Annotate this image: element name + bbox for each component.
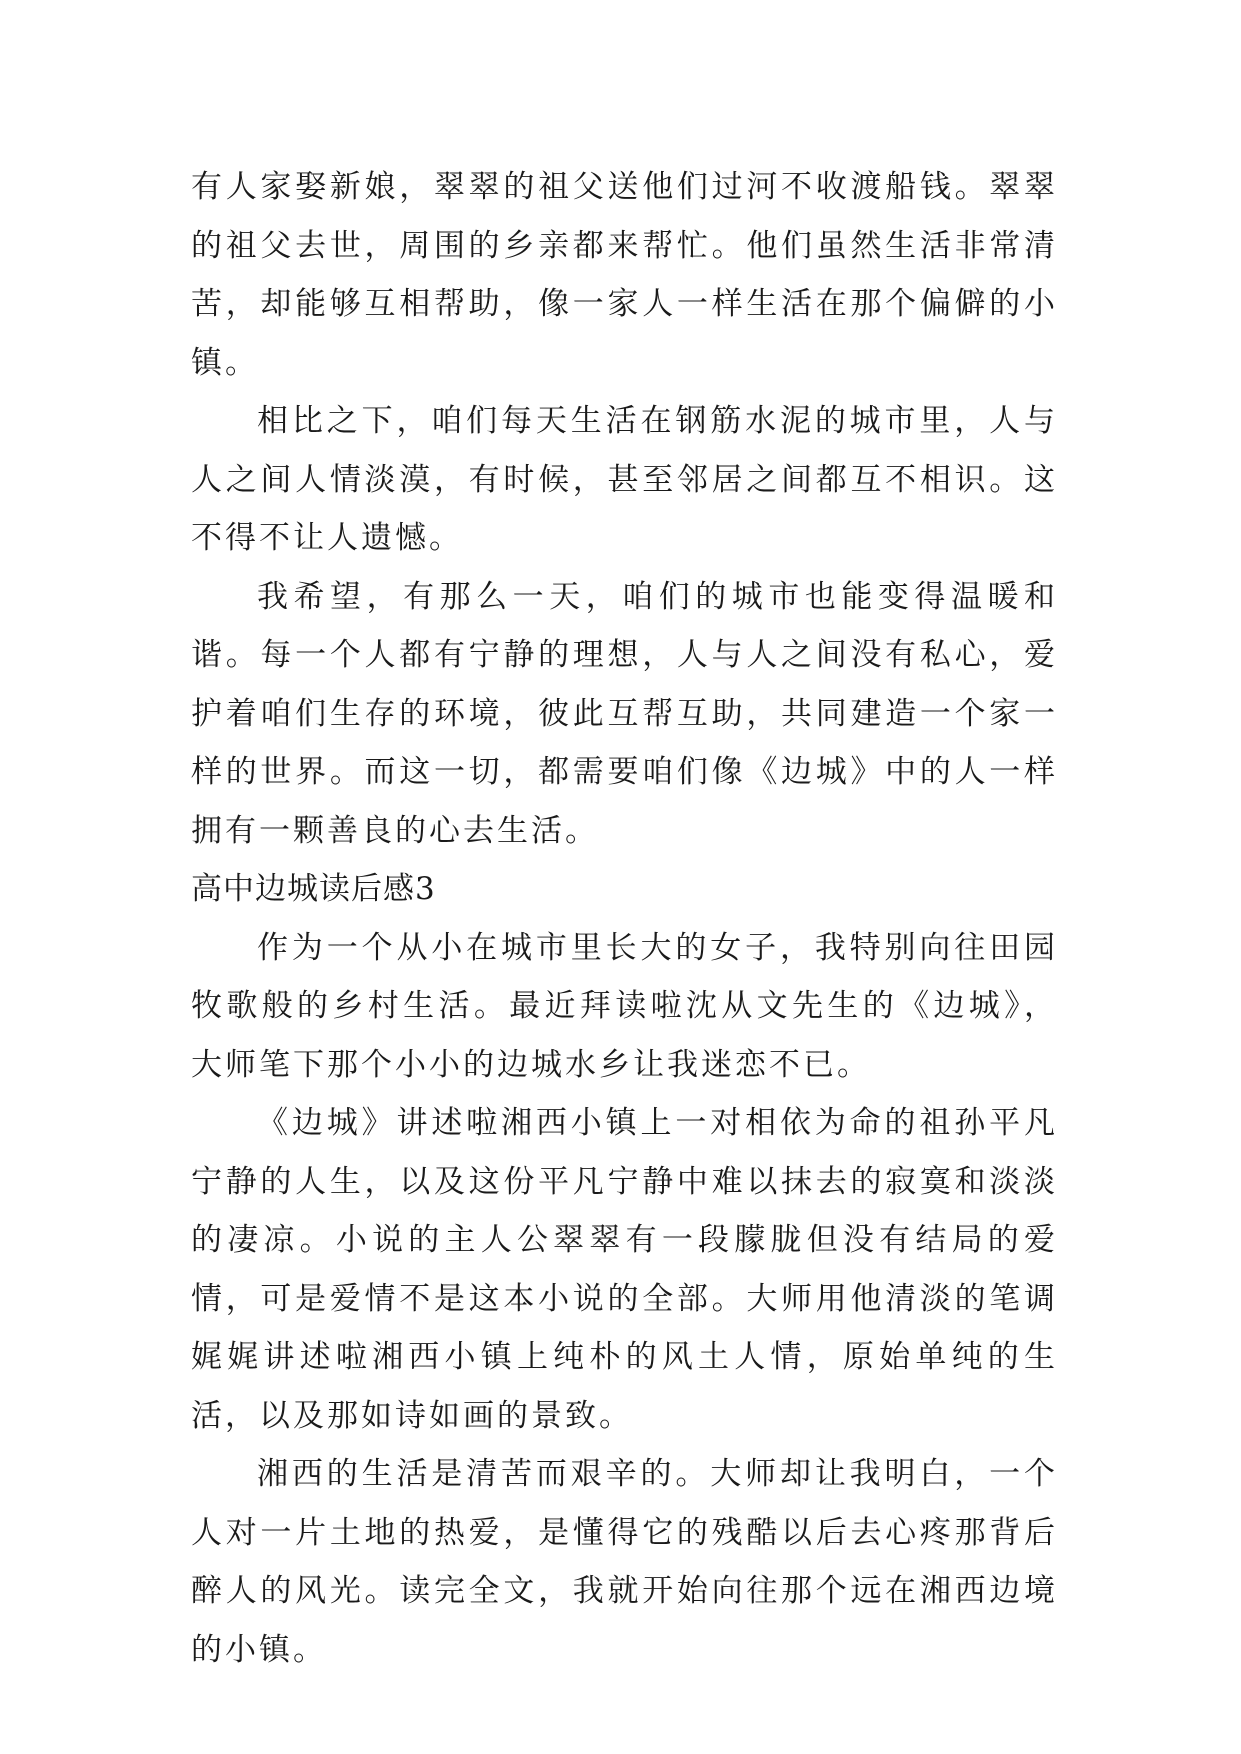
paragraph-continuation: 有人家娶新娘，翠翠的祖父送他们过河不收渡船钱。翠翠的祖父去世，周围的乡亲都来帮忙。他们虽然生活非常清苦，却能够互相帮助，像一家人一样生活在那个偏僻的小镇。 [191, 169, 1058, 381]
paragraph: 我希望，有那么一天，咱们的城市也能变得温暖和谐。每一个人都有宁静的理想，人与人之间没有私心，爱护着咱们生存的环境，彼此互帮互助，共同建造一个家一样的世界。而这一切，都需要咱们像《边城》中的人一样拥有一颗善良的心去生活。 [191, 578, 1058, 849]
document-body [191, 158, 1058, 1679]
section-heading: 高中边城读后感3 [191, 871, 436, 907]
paragraph: 作为一个从小在城市里长大的女子，我特别向往田园牧歌般的乡村生活。最近拜读啦沈从文先生的《边城》，大师笔下那个小小的边城水乡让我迷恋不已。 [191, 929, 1058, 1083]
paragraph: 相比之下，咱们每天生活在钢筋水泥的城市里，人与人之间人情淡漠，有时候，甚至邻居之间都互不相识。这不得不让人遗憾。 [191, 403, 1058, 556]
paragraph: 《边城》讲述啦湘西小镇上一对相依为命的祖孙平凡宁静的人生，以及这份平凡宁静中难以抹去的寂寞和淡淡的凄凉。小说的主人公翠翠有一段朦胧但没有结局的爱情，可是爱情不是这本小说的全部。大师用他清淡的笔调娓娓讲述啦湘西小镇上纯朴的风土人情，原始单纯的生活，以及那如诗如画的景致。 [191, 1105, 1058, 1434]
paragraph: 湘西的生活是清苦而艰辛的。大师却让我明白，一个人对一片土地的热爱，是懂得它的残酷以后去心疼那背后醉人的风光。读完全文，我就开始向往那个远在湘西边境的小镇。 [191, 1456, 1058, 1668]
